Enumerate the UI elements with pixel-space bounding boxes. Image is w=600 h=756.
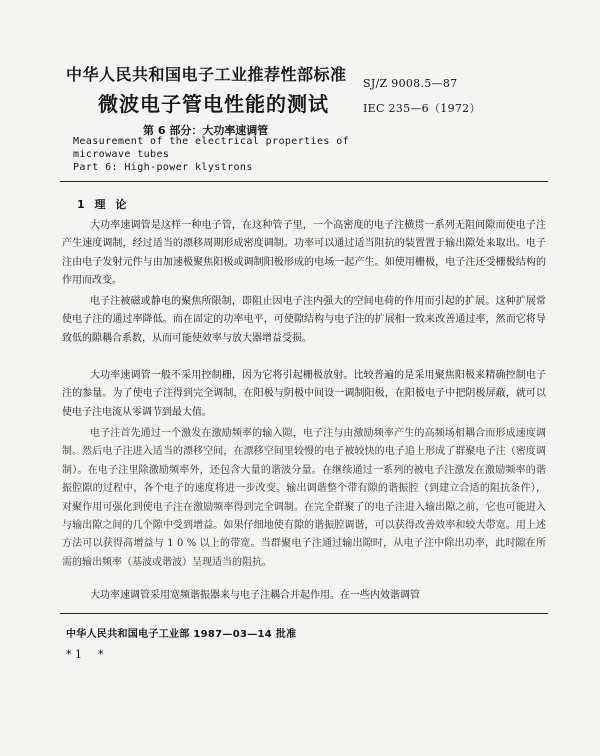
body-paragraph: 电子注被磁或静电的聚焦所限制，即阻止因电子注内强大的空间电荷的作用而引起的扩展。这种扩展常使电子注的通过率降低。而在固定的功率电平，可使隙结构与电子注的扩展相一致来改善通过率，然而它将导致低的隙耦合系数，从而可能使效率与放大器增益受损。 xyxy=(62,296,546,344)
section-heading: 1 理 论 xyxy=(77,198,127,211)
body-paragraph: 大功率速调管一般不采用控制栅，因为它将引起栅极放射。比较普遍的是采用聚焦阳极来精确控制电子注的参量。为了使电子注得到完全调制，在阳极与阴极中间设一调制阳极，在阳极电子中把阴极屏蔽，就可以使电子注电流从零调节到最大值。 xyxy=(62,370,546,418)
english-title-line: Part 6: High-power klystrons xyxy=(73,162,253,173)
english-title-line: Measurement of the electrical properties of xyxy=(73,136,350,147)
iec-code: IEC 235—6（1972） xyxy=(363,102,481,115)
standard-code: SJ/Z 9008.5—87 xyxy=(363,77,458,90)
document-title: 微波电子管电性能的测试 xyxy=(98,92,329,116)
english-title-line: microwave tubes xyxy=(73,149,170,160)
body-paragraph: 大功率速调管是这样一种电子管，在这种管子里，一个高密度的电子注横贯一系列无阻间隙而使电子注产生速度调制，经过适当的漂移周期形成密度调制。功率可以通过适当阻抗的装置置于输出隙处来取出。电子注由电子发射元件与由加速极聚焦阳极或调制阳极形成的电场一起产生。如使用栅极，电子注还受栅极结构的作用而改变。 xyxy=(62,220,546,287)
page-number xyxy=(66,648,104,661)
part-title: 第 6 部分：大功率速调管 xyxy=(143,124,269,137)
page-mark: * 1 xyxy=(66,648,82,661)
approval-statement: 中华人民共和国电子工业部 1987—03—14 批准 xyxy=(66,629,297,640)
footer-divider xyxy=(60,613,548,614)
standard-name: 中华人民共和国电子工业推荐性部标准 xyxy=(66,65,347,84)
header-divider xyxy=(60,181,548,182)
page-mark: * xyxy=(98,648,104,661)
body-paragraph: 电子注首先通过一个激发在激励频率的输入隙，电子注与由激励频率产生的高频场相耦合而形成速度调制。然后电子注进入适当的漂移空间，在漂移空间里较慢的电子被较快的电子追上形成了群聚电子注（密度调制）。在电子注里除激励频率外，还包含大量的谐波分量。在继续通过一系列的被电子注激发在激励频率的谐振腔隙的过程中，各个电子的速度将进一步改变。输出调谐整个带有隙的谐振腔（到建立合适的阻抗条件），对聚作用可强化到使电子注在激励频率得到完全调制。在完全群聚了的电子注进入输出隙之前，它也可能进入与输出隙之间的几个隙中受到增益。如果仔细地使有隙的谐振腔调谐，可以获得改善效率和较大带宽。用上述方法可以获得高增益与 1 0 % 以上的带宽。当群聚电子注通过输出隙时，从电子注中除出功率，此时隙在所需的输出频率（基波或谐波）呈现适当的阻抗。 xyxy=(62,428,546,568)
body-paragraph: 大功率速调管采用宽频谐振器来与电子注耦合并起作用。在一些内效谐调管 xyxy=(90,590,420,601)
